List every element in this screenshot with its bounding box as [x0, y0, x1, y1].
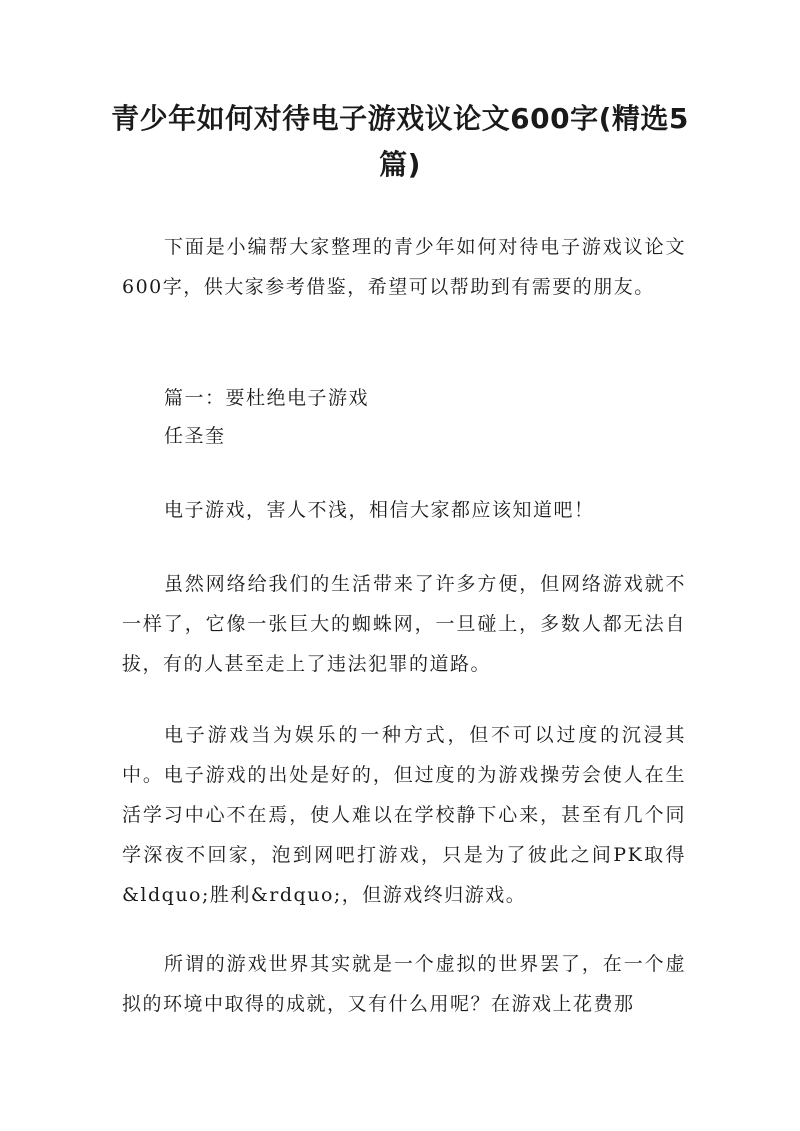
document-title: 青少年如何对待电子游戏议论文600字(精选5篇)	[111, 102, 689, 181]
author-name: 任圣奎	[164, 425, 226, 447]
section-heading: 篇一：要杜绝电子游戏	[164, 387, 370, 409]
body-paragraph: 所谓的游戏世界其实就是一个虚拟的世界罢了，在一个虚拟的环境中取得的成就，又有什么用呢？在游戏上花费那	[122, 953, 686, 1015]
body-paragraph: 虽然网络给我们的生活带来了许多方便，但网络游戏就不一样了，它像一张巨大的蜘蛛网，一旦碰上，多数人都无法自拔，有的人甚至走上了违法犯罪的道路。	[122, 573, 686, 675]
body-paragraph: 电子游戏，害人不浅，相信大家都应该知道吧！	[164, 499, 595, 521]
intro-paragraph: 下面是小编帮大家整理的青少年如何对待电子游戏议论文600字，供大家参考借鉴，希望可以帮助到有需要的朋友。	[122, 236, 686, 298]
body-paragraph: 电子游戏当为娱乐的一种方式，但不可以过度的沉浸其中。电子游戏的出处是好的，但过度的为游戏操劳会使人在生活学习中心不在焉，使人难以在学校静下心来，甚至有几个同学深夜不回家，泡到网吧打游戏，只是为了彼此之间PK取得&ldquo;胜利&rdquo;，但游戏终归游戏。	[122, 724, 686, 906]
